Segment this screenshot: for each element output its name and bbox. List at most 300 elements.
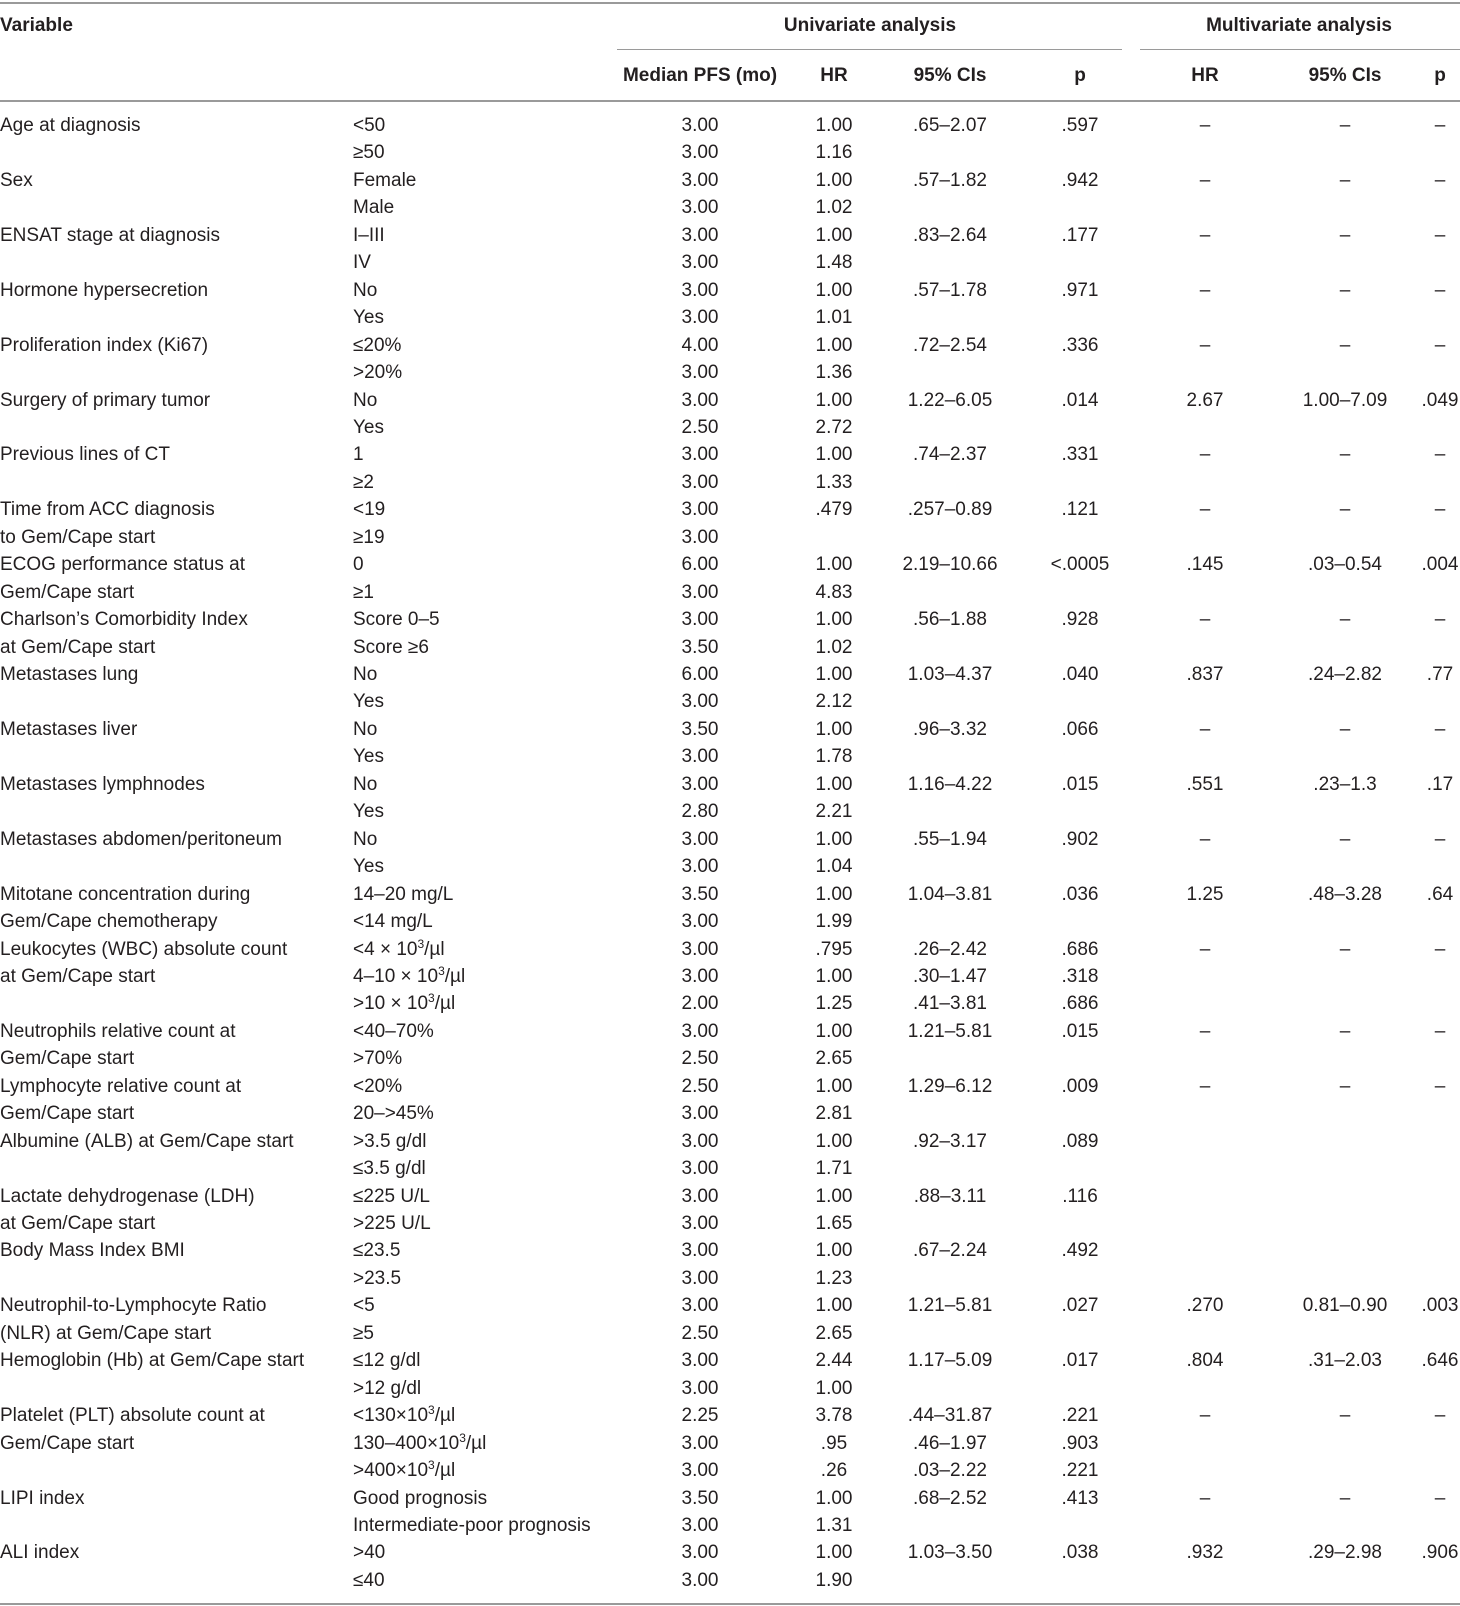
cell-uni-hr: 1.02 bbox=[815, 197, 853, 218]
cell-uni-hr: 1.99 bbox=[815, 911, 853, 932]
cell-multi-hr: – bbox=[1199, 225, 1211, 246]
cell-category: ≥50 bbox=[353, 142, 385, 163]
cell-multi-ci: – bbox=[1339, 499, 1351, 520]
category-unit: /µl bbox=[434, 1460, 456, 1481]
cell-multi-p: – bbox=[1434, 115, 1446, 136]
cell-category: >3.5 g/dl bbox=[353, 1131, 427, 1152]
table-top-rule bbox=[0, 2, 1460, 4]
cell-uni-p: .928 bbox=[1061, 609, 1099, 630]
cell-multi-hr: – bbox=[1199, 499, 1211, 520]
cell-uni-hr: 2.65 bbox=[815, 1048, 853, 1069]
cell-variable: Lactate dehydrogenase (LDH) bbox=[0, 1186, 255, 1207]
cell-uni-hr: 1.00 bbox=[815, 829, 853, 850]
cell-category bbox=[353, 1404, 455, 1428]
header-uni-hr: HR bbox=[820, 65, 848, 86]
cell-multi-p: .646 bbox=[1421, 1350, 1459, 1371]
cell-category: Intermediate-poor prognosis bbox=[353, 1515, 591, 1536]
cell-uni-p: .492 bbox=[1061, 1240, 1099, 1261]
cell-median-pfs: 3.00 bbox=[681, 1213, 719, 1234]
cell-uni-p: .116 bbox=[1062, 1186, 1098, 1207]
cell-uni-p: .009 bbox=[1061, 1076, 1099, 1097]
cell-uni-ci: 1.03–4.37 bbox=[907, 664, 993, 685]
category-text: >400×10 bbox=[353, 1460, 429, 1481]
header-variable: Variable bbox=[0, 15, 73, 36]
cell-uni-hr: 2.12 bbox=[815, 691, 853, 712]
cell-multi-ci: – bbox=[1339, 444, 1351, 465]
header-univariate-analysis: Univariate analysis bbox=[783, 15, 957, 36]
cell-category: Yes bbox=[353, 856, 384, 877]
cell-median-pfs: 3.00 bbox=[681, 691, 719, 712]
cell-category: ≥1 bbox=[353, 582, 374, 603]
cell-uni-hr: 2.44 bbox=[815, 1350, 853, 1371]
cell-median-pfs: 3.00 bbox=[681, 390, 719, 411]
cell-median-pfs: 3.00 bbox=[681, 1268, 719, 1289]
cell-uni-hr: 1.02 bbox=[815, 637, 853, 658]
cell-multi-hr: – bbox=[1199, 170, 1211, 191]
cell-multi-ci: – bbox=[1339, 335, 1351, 356]
cell-multi-p: – bbox=[1434, 225, 1446, 246]
cell-variable: ALI index bbox=[0, 1542, 80, 1563]
cell-uni-p: .027 bbox=[1061, 1295, 1099, 1316]
cell-multi-ci: – bbox=[1339, 829, 1351, 850]
cell-category: Score 0–5 bbox=[353, 609, 440, 630]
header-multi-ci: 95% CIs bbox=[1308, 65, 1382, 86]
cell-uni-p: .413 bbox=[1061, 1488, 1099, 1509]
cell-median-pfs: 3.50 bbox=[681, 1488, 719, 1509]
cell-multi-ci: .23–1.3 bbox=[1313, 774, 1377, 795]
cell-multi-p: – bbox=[1434, 280, 1446, 301]
cell-uni-ci: 1.21–5.81 bbox=[907, 1295, 993, 1316]
cell-multi-hr: – bbox=[1199, 1405, 1211, 1426]
cell-category: ≤20% bbox=[353, 335, 402, 356]
cell-category bbox=[353, 938, 445, 962]
cell-multi-ci: – bbox=[1339, 225, 1351, 246]
cell-uni-ci: 1.29–6.12 bbox=[907, 1076, 993, 1097]
cell-uni-ci: .65–2.07 bbox=[913, 115, 987, 136]
cell-variable: Proliferation index (Ki67) bbox=[0, 335, 209, 356]
cell-median-pfs: 3.00 bbox=[681, 1570, 719, 1591]
cell-uni-hr: 1.31 bbox=[815, 1515, 853, 1536]
cell-median-pfs: 3.00 bbox=[681, 1542, 719, 1563]
cell-uni-hr: .26 bbox=[820, 1460, 848, 1481]
cell-category: Yes bbox=[353, 417, 384, 438]
cell-category bbox=[353, 965, 465, 989]
cell-uni-p: .038 bbox=[1061, 1542, 1099, 1563]
cell-median-pfs: 3.00 bbox=[681, 362, 719, 383]
cell-multi-p: – bbox=[1434, 1076, 1446, 1097]
cell-median-pfs: 2.25 bbox=[681, 1405, 719, 1426]
cell-uni-hr: 1.78 bbox=[815, 746, 853, 767]
cell-uni-hr: 1.00 bbox=[815, 1076, 853, 1097]
cell-variable: ENSAT stage at diagnosis bbox=[0, 225, 221, 246]
category-superscript: 3 bbox=[459, 1431, 466, 1445]
cell-uni-ci: .67–2.24 bbox=[913, 1240, 987, 1261]
cell-variable: at Gem/Cape start bbox=[0, 1213, 156, 1234]
cell-median-pfs: 3.00 bbox=[681, 1021, 719, 1042]
cell-median-pfs: 3.00 bbox=[681, 829, 719, 850]
category-unit: /µl bbox=[424, 939, 445, 960]
cell-variable: Time from ACC diagnosis bbox=[0, 499, 215, 520]
cell-median-pfs: 3.00 bbox=[681, 1295, 719, 1316]
cell-uni-ci: .57–1.78 bbox=[913, 280, 987, 301]
cell-multi-hr: 2.67 bbox=[1186, 390, 1224, 411]
cell-uni-p: .015 bbox=[1061, 774, 1099, 795]
cell-uni-hr: 1.00 bbox=[815, 170, 853, 191]
cell-median-pfs: 3.00 bbox=[681, 444, 719, 465]
cell-median-pfs: 3.00 bbox=[681, 225, 719, 246]
cell-multi-ci: – bbox=[1339, 115, 1351, 136]
cell-median-pfs: 3.50 bbox=[681, 719, 719, 740]
cell-multi-ci: .24–2.82 bbox=[1308, 664, 1382, 685]
cell-multi-ci: .48–3.28 bbox=[1308, 884, 1382, 905]
cell-variable: Sex bbox=[0, 170, 33, 191]
category-unit: /µl bbox=[465, 1433, 487, 1454]
cell-median-pfs: 2.50 bbox=[681, 1048, 719, 1069]
cell-uni-hr: 1.00 bbox=[815, 554, 853, 575]
cell-uni-hr: 3.78 bbox=[815, 1405, 853, 1426]
cell-category: Yes bbox=[353, 801, 384, 822]
cell-uni-p: .066 bbox=[1061, 719, 1099, 740]
cell-uni-ci: .74–2.37 bbox=[913, 444, 987, 465]
cell-median-pfs: 2.50 bbox=[681, 1323, 719, 1344]
cell-uni-hr: 1.00 bbox=[815, 390, 853, 411]
cell-uni-ci: 1.22–6.05 bbox=[907, 390, 993, 411]
cell-uni-ci: .46–1.97 bbox=[913, 1433, 987, 1454]
cell-multi-hr: .145 bbox=[1186, 554, 1224, 575]
cell-variable: Gem/Cape start bbox=[0, 1103, 135, 1124]
cell-uni-hr: 1.00 bbox=[815, 884, 853, 905]
cell-uni-ci: .55–1.94 bbox=[913, 829, 987, 850]
cell-variable: Mitotane concentration during bbox=[0, 884, 251, 905]
cell-uni-p: .318 bbox=[1061, 966, 1099, 987]
cell-category: 14–20 mg/L bbox=[353, 884, 454, 905]
cell-variable: Gem/Cape start bbox=[0, 1433, 135, 1454]
cell-uni-hr: 1.00 bbox=[815, 664, 853, 685]
cell-uni-hr: 4.83 bbox=[815, 582, 853, 603]
cell-multi-p: .64 bbox=[1426, 884, 1454, 905]
cell-median-pfs: 3.00 bbox=[681, 1186, 719, 1207]
cell-category: >23.5 bbox=[353, 1268, 402, 1289]
cell-multi-p: .17 bbox=[1426, 774, 1454, 795]
cell-median-pfs: 3.00 bbox=[681, 582, 719, 603]
cell-median-pfs: 3.00 bbox=[681, 252, 719, 273]
cell-variable: Metastases abdomen/peritoneum bbox=[0, 829, 282, 850]
category-text: 130–400×10 bbox=[353, 1433, 460, 1454]
cell-category: No bbox=[353, 664, 378, 685]
cell-uni-hr: .95 bbox=[820, 1433, 848, 1454]
cell-median-pfs: 3.00 bbox=[681, 774, 719, 795]
cell-multi-hr: .932 bbox=[1186, 1542, 1224, 1563]
cell-category: Female bbox=[353, 170, 417, 191]
cell-uni-ci: .257–0.89 bbox=[907, 499, 993, 520]
cell-multi-ci: .03–0.54 bbox=[1308, 554, 1382, 575]
cell-multi-hr: .837 bbox=[1186, 664, 1224, 685]
cell-multi-ci: – bbox=[1339, 719, 1351, 740]
cell-uni-ci: 1.21–5.81 bbox=[907, 1021, 993, 1042]
cell-median-pfs: 2.80 bbox=[681, 801, 719, 822]
cell-uni-hr: .479 bbox=[815, 499, 853, 520]
cell-category: >225 U/L bbox=[353, 1213, 431, 1234]
cell-uni-hr: 1.00 bbox=[815, 444, 853, 465]
cell-category: 20–>45% bbox=[353, 1103, 434, 1124]
cell-median-pfs: 6.00 bbox=[681, 664, 719, 685]
cell-variable: Hemoglobin (Hb) at Gem/Cape start bbox=[0, 1350, 305, 1371]
cell-variable: Gem/Cape chemotherapy bbox=[0, 911, 218, 932]
cell-median-pfs: 3.00 bbox=[681, 499, 719, 520]
cell-category: >70% bbox=[353, 1048, 403, 1069]
cell-uni-p: .942 bbox=[1061, 170, 1099, 191]
cell-median-pfs: 4.00 bbox=[681, 335, 719, 356]
cell-uni-hr: 1.00 bbox=[815, 1295, 853, 1316]
cell-multi-ci: .29–2.98 bbox=[1308, 1542, 1382, 1563]
category-unit: /µl bbox=[444, 966, 466, 987]
cell-median-pfs: 3.00 bbox=[681, 527, 719, 548]
cell-category: >40 bbox=[353, 1542, 386, 1563]
cell-uni-ci: .96–3.32 bbox=[913, 719, 987, 740]
cell-uni-p: .971 bbox=[1061, 280, 1099, 301]
cell-median-pfs: 3.00 bbox=[681, 142, 719, 163]
category-superscript: 3 bbox=[438, 964, 445, 978]
cell-uni-hr: 1.16 bbox=[815, 142, 853, 163]
cell-category: Score ≥6 bbox=[353, 637, 429, 658]
cell-multi-p: – bbox=[1434, 170, 1446, 191]
cell-category: No bbox=[353, 774, 378, 795]
cell-multi-ci: – bbox=[1339, 1488, 1351, 1509]
cell-uni-hr: 1.00 bbox=[815, 1378, 853, 1399]
cell-category: <50 bbox=[353, 115, 386, 136]
cell-variable: Charlson’s Comorbidity Index bbox=[0, 609, 248, 630]
cell-category bbox=[353, 992, 455, 1016]
header-uni-p: p bbox=[1074, 65, 1086, 86]
cell-multi-p: .049 bbox=[1421, 390, 1459, 411]
cell-uni-hr: 1.25 bbox=[815, 993, 853, 1014]
cell-multi-ci: – bbox=[1339, 609, 1351, 630]
cell-variable: at Gem/Cape start bbox=[0, 966, 156, 987]
category-superscript: 3 bbox=[428, 991, 435, 1005]
cell-multi-p: .003 bbox=[1421, 1295, 1459, 1316]
cell-median-pfs: 3.00 bbox=[681, 1350, 719, 1371]
cell-category: <40–70% bbox=[353, 1021, 434, 1042]
cell-median-pfs: 3.00 bbox=[681, 939, 719, 960]
cell-uni-hr: 1.33 bbox=[815, 472, 853, 493]
cell-category: ≤40 bbox=[353, 1570, 385, 1591]
cell-multi-p: – bbox=[1434, 939, 1446, 960]
cell-uni-hr: 1.00 bbox=[815, 609, 853, 630]
cell-category bbox=[353, 1432, 486, 1456]
cell-multi-hr: – bbox=[1199, 609, 1211, 630]
cell-multi-p: – bbox=[1434, 1488, 1446, 1509]
cell-uni-p: .177 bbox=[1061, 225, 1099, 246]
cell-multi-hr: – bbox=[1199, 444, 1211, 465]
cell-uni-p: .686 bbox=[1061, 939, 1099, 960]
cell-variable: Previous lines of CT bbox=[0, 444, 171, 465]
cell-median-pfs: 3.50 bbox=[681, 884, 719, 905]
cell-variable: Gem/Cape start bbox=[0, 582, 135, 603]
cell-category: ≥19 bbox=[353, 527, 385, 548]
cell-uni-p: .121 bbox=[1061, 499, 1099, 520]
cell-multi-p: – bbox=[1434, 444, 1446, 465]
cell-multi-ci: 1.00–7.09 bbox=[1302, 390, 1388, 411]
cell-variable: Age at diagnosis bbox=[0, 115, 141, 136]
cell-variable: Platelet (PLT) absolute count at bbox=[0, 1405, 265, 1426]
cell-variable: (NLR) at Gem/Cape start bbox=[0, 1323, 212, 1344]
cell-median-pfs: 3.00 bbox=[681, 609, 719, 630]
multivariate-group-rule bbox=[1140, 49, 1460, 50]
cell-uni-hr: 2.81 bbox=[815, 1103, 853, 1124]
cell-category: ≤3.5 g/dl bbox=[353, 1158, 426, 1179]
cell-median-pfs: 3.00 bbox=[681, 1460, 719, 1481]
cell-variable: Albumine (ALB) at Gem/Cape start bbox=[0, 1131, 294, 1152]
cell-uni-p: .040 bbox=[1061, 664, 1099, 685]
cell-variable: Neutrophils relative count at bbox=[0, 1021, 236, 1042]
cell-uni-hr: 1.00 bbox=[815, 1488, 853, 1509]
header-multivariate-analysis: Multivariate analysis bbox=[1206, 15, 1392, 36]
cell-uni-hr: 1.00 bbox=[815, 774, 853, 795]
cell-uni-p: .686 bbox=[1061, 993, 1099, 1014]
table-bottom-rule bbox=[0, 1603, 1460, 1605]
category-superscript: 3 bbox=[428, 1403, 435, 1417]
category-superscript: 3 bbox=[428, 1458, 435, 1472]
cell-uni-p: .902 bbox=[1061, 829, 1099, 850]
cell-multi-ci: .31–2.03 bbox=[1308, 1350, 1382, 1371]
cell-uni-hr: 1.00 bbox=[815, 1542, 853, 1563]
cell-uni-hr: 1.71 bbox=[815, 1158, 853, 1179]
cell-uni-ci: .56–1.88 bbox=[913, 609, 987, 630]
cell-multi-hr: – bbox=[1199, 1076, 1211, 1097]
cell-multi-hr: 1.25 bbox=[1186, 884, 1224, 905]
cell-median-pfs: 3.00 bbox=[681, 197, 719, 218]
cell-multi-p: – bbox=[1434, 335, 1446, 356]
cell-uni-hr: 1.90 bbox=[815, 1570, 853, 1591]
cell-category: ≤225 U/L bbox=[353, 1186, 430, 1207]
cell-uni-p: .014 bbox=[1061, 390, 1099, 411]
cell-median-pfs: 3.00 bbox=[681, 966, 719, 987]
header-multi-hr: HR bbox=[1191, 65, 1219, 86]
cell-uni-hr: 2.21 bbox=[815, 801, 853, 822]
cell-uni-p: .331 bbox=[1061, 444, 1099, 465]
cell-variable: LIPI index bbox=[0, 1488, 85, 1509]
cell-median-pfs: 3.00 bbox=[681, 1158, 719, 1179]
cell-uni-ci: 1.16–4.22 bbox=[907, 774, 993, 795]
cell-category: Good prognosis bbox=[353, 1488, 488, 1509]
cell-uni-p: .336 bbox=[1061, 335, 1099, 356]
cell-multi-hr: – bbox=[1199, 829, 1211, 850]
cell-multi-p: – bbox=[1434, 719, 1446, 740]
cell-multi-ci: – bbox=[1339, 1405, 1351, 1426]
cell-category: ≥5 bbox=[353, 1323, 374, 1344]
cell-multi-p: .77 bbox=[1426, 664, 1454, 685]
category-unit: /µl bbox=[434, 993, 456, 1014]
cell-category: ≤23.5 bbox=[353, 1240, 401, 1261]
cell-median-pfs: 2.50 bbox=[681, 1076, 719, 1097]
cell-uni-p: .221 bbox=[1061, 1405, 1099, 1426]
cell-category: Male bbox=[353, 197, 395, 218]
cell-median-pfs: 3.00 bbox=[681, 472, 719, 493]
cell-uni-p: <.0005 bbox=[1050, 554, 1110, 575]
cell-category: Yes bbox=[353, 307, 384, 328]
cell-uni-hr: 1.48 bbox=[815, 252, 853, 273]
cell-multi-p: – bbox=[1434, 1021, 1446, 1042]
cell-median-pfs: 3.00 bbox=[681, 911, 719, 932]
header-median-pfs: Median PFS (mo) bbox=[622, 65, 778, 86]
cell-median-pfs: 3.00 bbox=[681, 856, 719, 877]
cell-multi-ci: – bbox=[1339, 939, 1351, 960]
cell-variable: Metastases liver bbox=[0, 719, 138, 740]
cell-median-pfs: 3.00 bbox=[681, 1433, 719, 1454]
cell-uni-ci: .41–3.81 bbox=[913, 993, 987, 1014]
cell-median-pfs: 3.00 bbox=[681, 115, 719, 136]
cell-median-pfs: 3.00 bbox=[681, 1515, 719, 1536]
category-text: <4 × 10 bbox=[353, 939, 418, 960]
cell-multi-ci: – bbox=[1339, 170, 1351, 191]
cell-category: No bbox=[353, 719, 378, 740]
cell-median-pfs: 3.50 bbox=[681, 637, 719, 658]
cell-category: ≤12 g/dl bbox=[353, 1350, 421, 1371]
cell-category: <20% bbox=[353, 1076, 403, 1097]
cell-uni-ci: .30–1.47 bbox=[913, 966, 987, 987]
cell-uni-ci: 2.19–10.66 bbox=[902, 554, 998, 575]
cell-multi-p: – bbox=[1434, 829, 1446, 850]
cell-category: No bbox=[353, 280, 378, 301]
cell-uni-hr: 1.00 bbox=[815, 1021, 853, 1042]
category-text: 4–10 × 10 bbox=[353, 966, 439, 987]
cell-uni-hr: 1.23 bbox=[815, 1268, 853, 1289]
cell-multi-hr: .551 bbox=[1186, 774, 1224, 795]
cell-uni-p: .597 bbox=[1061, 115, 1099, 136]
cell-median-pfs: 2.50 bbox=[681, 417, 719, 438]
cell-median-pfs: 3.00 bbox=[681, 1378, 719, 1399]
cell-category: I–III bbox=[353, 225, 385, 246]
cell-uni-ci: .72–2.54 bbox=[913, 335, 987, 356]
cell-uni-hr: 1.00 bbox=[815, 335, 853, 356]
category-unit: /µl bbox=[434, 1405, 456, 1426]
cell-uni-ci: 1.04–3.81 bbox=[907, 884, 993, 905]
cell-uni-hr: 1.01 bbox=[815, 307, 853, 328]
cell-category: No bbox=[353, 829, 378, 850]
cell-multi-p: – bbox=[1434, 1405, 1446, 1426]
cell-multi-hr: .804 bbox=[1186, 1350, 1224, 1371]
cell-variable: Leukocytes (WBC) absolute count bbox=[0, 939, 288, 960]
category-superscript: 3 bbox=[417, 937, 425, 951]
cell-category: >20% bbox=[353, 362, 403, 383]
cell-multi-ci: – bbox=[1339, 1021, 1351, 1042]
cell-median-pfs: 3.00 bbox=[681, 746, 719, 767]
cell-uni-hr: 1.00 bbox=[815, 1131, 853, 1152]
cell-median-pfs: 3.00 bbox=[681, 170, 719, 191]
cell-uni-ci: .92–3.17 bbox=[913, 1131, 987, 1152]
cell-category: <19 bbox=[353, 499, 386, 520]
cell-multi-p: – bbox=[1434, 609, 1446, 630]
univariate-group-rule bbox=[617, 49, 1122, 50]
cell-variable: Lymphocyte relative count at bbox=[0, 1076, 242, 1097]
category-text: <130×10 bbox=[353, 1405, 429, 1426]
cell-category: <5 bbox=[353, 1295, 375, 1316]
cell-uni-p: .015 bbox=[1061, 1021, 1099, 1042]
cell-category: Yes bbox=[353, 691, 384, 712]
cell-uni-ci: .88–3.11 bbox=[913, 1186, 987, 1207]
cell-variable: Gem/Cape start bbox=[0, 1048, 135, 1069]
cell-multi-hr: – bbox=[1199, 280, 1211, 301]
cell-median-pfs: 3.00 bbox=[681, 1240, 719, 1261]
cell-uni-p: .036 bbox=[1061, 884, 1099, 905]
cell-uni-ci: .03–2.22 bbox=[913, 1460, 987, 1481]
cell-multi-ci: 0.81–0.90 bbox=[1302, 1295, 1388, 1316]
cell-variable: ECOG performance status at bbox=[0, 554, 245, 575]
cell-multi-p: .004 bbox=[1421, 554, 1459, 575]
cell-median-pfs: 3.00 bbox=[681, 1103, 719, 1124]
cell-multi-ci: – bbox=[1339, 1076, 1351, 1097]
cell-median-pfs: 2.00 bbox=[681, 993, 719, 1014]
